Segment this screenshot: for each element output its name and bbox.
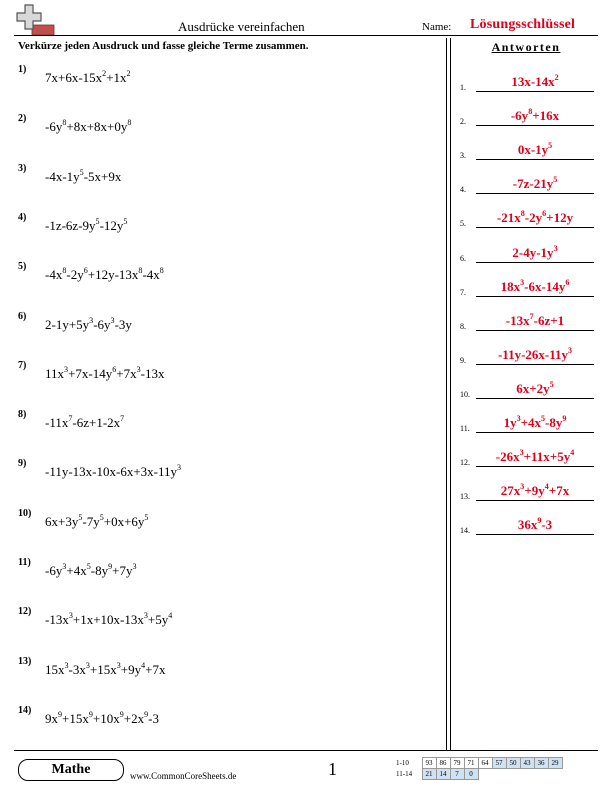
problem-item [18,360,438,390]
problem-expression: $-4x-1y^5-5x+9x$ [45,167,122,184]
problem-item [18,656,438,686]
problem-item [18,261,438,291]
score-cell: 36 [534,758,548,769]
answer-item [460,138,598,160]
answer-line [476,398,594,399]
score-cell: 64 [478,758,492,769]
answer-item [460,513,598,535]
score-cell: 79 [450,758,464,769]
answer-value: $-26x^3+11x+5y^4$ [495,448,575,465]
problem-number: 9) [18,458,27,470]
answer-line [476,159,594,160]
page-number: 1 [328,759,337,779]
problem-item [18,705,438,735]
problem-expression: $2-1y+5y^3-6y^3-3y$ [45,315,132,332]
answer-item [460,241,598,263]
answers-header: Antworten [491,40,561,54]
problem-number: 3) [18,162,27,174]
score-cell: 29 [548,758,562,769]
score-cell-empty [534,769,548,780]
problem-number: 6) [18,310,27,322]
answer-item [460,172,598,194]
problem-item [18,311,438,341]
score-cell: 14 [436,769,450,780]
answer-key-title: Lösungsschlüssel [470,17,576,32]
answer-number: 11. [460,424,470,433]
answer-line [476,91,594,92]
problem-item [18,212,438,242]
problem-expression: $-6y^3+4x^5-8y^9+7y^3$ [45,562,137,578]
answer-number: 12. [460,458,470,468]
footer-website: www.CommonCoreSheets.de [130,771,237,781]
answer-value: $-6y^8+16x$ [510,107,560,124]
problem-item [18,557,438,587]
answer-line [476,262,594,263]
answer-item [460,275,598,297]
answer-value: $13x-14x^2$ [511,73,559,89]
answer-number: 8. [460,321,466,331]
problem-item [18,458,438,488]
answer-number: 6. [460,253,466,263]
answer-item [460,479,598,501]
answer-value: $-11y-26x-11y^3$ [497,346,573,362]
problem-expression: $-11x^7-6z+1-2x^7$ [45,414,125,431]
problem-expression: $15x^3-3x^3+15x^3+9y^4+7x$ [45,660,166,677]
answer-line [476,466,594,467]
problem-number: 11) [18,557,31,568]
problem-item [18,163,438,193]
answer-line [476,125,594,126]
problem-item [18,409,438,439]
answer-item [460,445,598,467]
answer-line [476,296,594,297]
answer-value: $6x+2y^5$ [516,380,554,396]
answer-line [476,330,594,331]
problem-item [18,64,438,94]
problem-item [18,113,438,143]
answer-item [460,70,598,92]
answer-number: 7. [460,287,466,297]
problem-item [18,606,438,636]
answer-number: 4. [460,185,466,195]
problem-expression: $-13x^3+1x+10x-13x^3+5y^4$ [45,611,173,628]
problem-expression: $9x^9+15x^9+10x^9+2x^9-3$ [45,710,159,726]
problem-expression: $-11y-13x-10x-6x+3x-11y^3$ [45,463,182,480]
answer-line [476,432,594,433]
score-cell: 93 [422,758,436,769]
answer-item [460,104,598,126]
problem-expression: $6x+3y^5-7y^5+0x+6y^5$ [45,512,149,529]
problem-number: 10) [18,507,32,519]
score-cell-empty [548,769,562,780]
answer-number: 9. [460,355,466,365]
answer-item [460,309,598,331]
answer-value: $2-4y-1y^3$ [512,243,558,260]
problem-expression: $-1z-6z-9y^5-12y^5$ [45,217,128,233]
answer-number: 14. [460,526,470,536]
score-range-label: 11-14 [396,770,413,778]
column-divider-left [446,38,447,750]
problem-number: 5) [18,261,27,273]
answer-line [476,500,594,501]
answer-value: $0x-1y^5$ [517,141,553,158]
score-cell: 21 [422,769,436,780]
answer-number: 13. [460,492,470,502]
answer-number: 1. [460,83,466,92]
score-cell-empty [506,769,520,780]
score-cell-empty [478,769,492,780]
name-label: Name: [422,21,452,33]
score-range-label: 1-10 [396,759,409,767]
score-row [396,769,562,780]
subject-badge: Mathe [18,759,124,781]
answer-item [460,343,598,365]
problem-expression: $-4x^8-2y^6+12y-13x^8-4x^8$ [45,266,164,283]
score-cell-empty [520,769,534,780]
score-cell: 71 [464,758,478,769]
answer-number: 10. [460,389,470,399]
answer-line [476,364,594,365]
problem-number: 4) [18,211,27,223]
answer-item [460,377,598,399]
score-cell-empty [492,769,506,780]
score-table [396,757,563,780]
problem-number: 1) [18,64,27,75]
answer-number: 2. [460,117,466,127]
answer-number: 5. [460,219,466,229]
problem-expression: $11x^3+7x-14y^6+7x^3-13x$ [45,365,165,381]
answer-line [476,193,594,194]
answer-line [476,227,594,228]
answer-item [460,206,598,228]
worksheet-title: Ausdrücke vereinfachen [178,19,305,34]
score-cell: 50 [506,758,520,769]
plus-logo-icon [14,3,56,37]
answer-value: $1y^3+4x^5-8y^9$ [503,414,567,430]
answer-value: $-7z-21y^5$ [512,175,558,192]
footer-divider [14,750,598,751]
answer-value: $-13x^7-6z+1$ [505,311,565,328]
column-divider-right [450,38,451,750]
score-cell: 86 [436,758,450,769]
problem-item [18,508,438,538]
answer-line [476,534,594,535]
problem-number: 7) [18,359,27,371]
score-cell: 57 [492,758,506,769]
problem-number: 8) [18,409,27,421]
problem-number: 12) [18,606,32,618]
problem-expression: $-6y^8+8x+8x+0y^8$ [45,118,132,135]
problem-number: 2) [18,113,27,125]
instructions: Verkürze jeden Ausdruck und fasse gleiche Terme zusammen. [18,40,309,52]
score-cell: 43 [520,758,534,769]
answer-number: 3. [460,151,466,161]
answer-value: $36x^9-3$ [517,516,553,533]
header-divider [14,35,598,36]
problem-expression: $7x+6x-15x^2+1x^2$ [45,69,131,85]
answer-value: $27x^3+9y^4+7x$ [500,482,570,499]
answer-value: $18x^3-6x-14y^6$ [500,277,570,294]
answer-item [460,411,598,433]
score-row [396,758,562,769]
score-cell: 0 [464,769,478,780]
problem-number: 14) [18,704,32,716]
answer-value: $-21x^8-2y^6+12y$ [496,209,574,226]
score-cell: 7 [450,769,464,780]
problem-number: 13) [18,655,32,667]
